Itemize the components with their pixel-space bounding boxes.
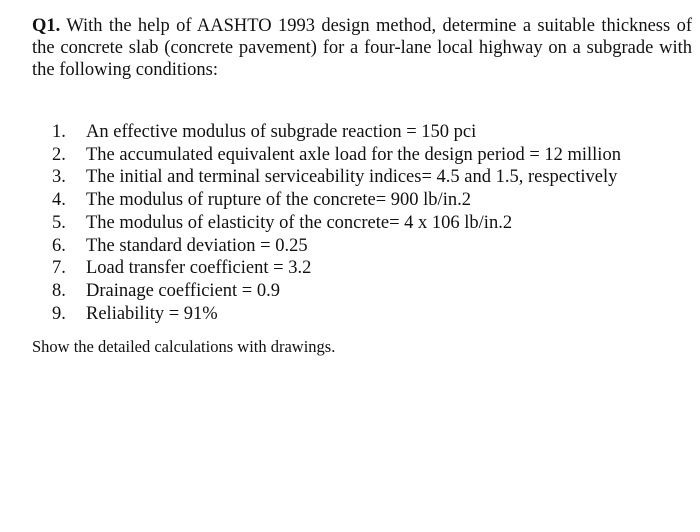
list-item-number: 1. — [52, 122, 66, 142]
list-item-number: 9. — [52, 303, 66, 324]
list-item — [52, 212, 621, 235]
list-item-text: The modulus of rupture of the concrete= 900 lb/in.2 — [86, 190, 471, 211]
list-item — [52, 280, 621, 303]
list-item — [52, 121, 621, 144]
list-item-text: The standard deviation = 0.25 — [86, 235, 308, 256]
list-item-text: The accumulated equivalent axle load for the design period = 12 million — [86, 144, 621, 165]
list-item-text: Reliability = 91% — [86, 303, 218, 324]
list-item-text: The initial and terminal serviceability indices= 4.5 and 1.5, respectively — [86, 167, 618, 188]
question-number: Q1. — [32, 16, 61, 36]
list-item — [52, 257, 621, 280]
list-item-number: 6. — [52, 235, 66, 256]
list-item-number: 5. — [52, 212, 66, 233]
instruction-note: Show the detailed calculations with drawings. — [32, 337, 336, 356]
list-item — [52, 189, 621, 212]
question-paragraph — [32, 15, 692, 81]
list-item — [52, 144, 621, 167]
list-item-number: 8. — [52, 280, 66, 301]
list-item-text: An effective modulus of subgrade reaction = 150 pci — [86, 122, 477, 142]
question-text: With the help of AASHTO 1993 design method, determine a suitable thickness of the concrete slab (concrete pavement) for a four-lane local highway on a subgrade with the following conditions: — [32, 16, 692, 80]
list-item — [52, 235, 621, 258]
list-item-number: 2. — [52, 144, 66, 165]
list-item — [52, 303, 621, 326]
list-item-number: 4. — [52, 190, 66, 211]
list-item-number: 7. — [52, 258, 66, 279]
conditions-list — [52, 121, 621, 325]
list-item-text: Drainage coefficient = 0.9 — [86, 280, 280, 301]
list-item — [52, 166, 621, 189]
list-item-text: The modulus of elasticity of the concrete= 4 x 106 lb/in.2 — [86, 212, 513, 233]
list-item-number: 3. — [52, 167, 66, 188]
list-item-text: Load transfer coefficient = 3.2 — [86, 258, 312, 279]
